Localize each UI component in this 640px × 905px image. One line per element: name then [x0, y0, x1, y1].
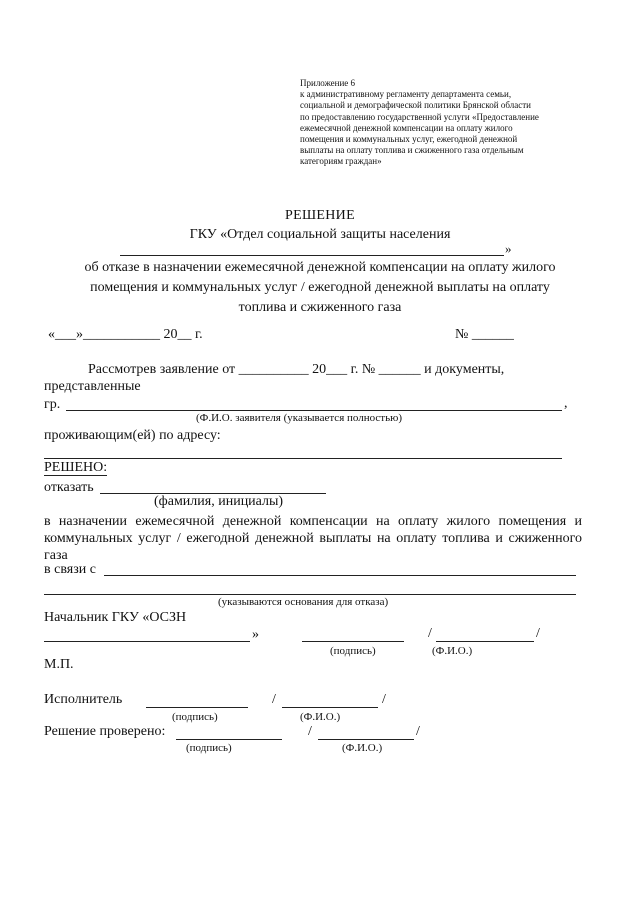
address-line [44, 458, 562, 459]
organization-blank-line [120, 245, 504, 256]
citizen-line-comma: , [564, 396, 568, 411]
appendix-line: выплаты на оплату топлива и сжиженного газа отдельным [300, 145, 524, 156]
subject-line: топлива и сжиженного газа [238, 300, 402, 315]
head-slash-right: / [536, 626, 540, 641]
subject-line: об отказе в назначении ежемесячной денежной компенсации на оплату жилого [84, 260, 556, 275]
head-signature-line [302, 641, 404, 642]
head-slash-left: / [428, 626, 432, 641]
head-org-line [44, 641, 250, 642]
checked-signature-line [176, 739, 282, 740]
address-label: проживающим(ей) по адресу: [44, 428, 221, 443]
executor-fio-caption: (Ф.И.О.) [300, 711, 341, 723]
head-title: Начальник ГКУ «ОСЗН [44, 610, 187, 625]
citizen-name-caption: (Ф.И.О. заявителя (указывается полностью) [196, 412, 402, 424]
appendix-line: категориям граждан» [300, 156, 382, 167]
reason-caption: (указываются основания для отказа) [218, 596, 389, 608]
head-fio-caption: (Ф.И.О.) [432, 645, 473, 657]
stamp-place: М.П. [44, 657, 74, 672]
checked-slash-right: / [416, 724, 420, 739]
appendix-note [300, 78, 592, 168]
considered-line: Рассмотрев заявление от __________ 20___ г. № ______ и документы, [88, 362, 505, 377]
document-title: РЕШЕНИЕ [285, 208, 355, 223]
checked-label: Решение проверено: [44, 724, 166, 739]
appendix-line: помещения и коммунальных услуг, ежегодной денежной [300, 134, 518, 145]
checked-slash-left: / [308, 724, 312, 739]
checked-sign-caption: (подпись) [186, 742, 232, 754]
checked-fio-caption: (Ф.И.О.) [342, 742, 383, 754]
appendix-line: социальной и демографической политики Брянской области [300, 100, 531, 111]
appendix-line: Приложение 6 [300, 78, 356, 88]
executor-label: Исполнитель [44, 692, 123, 707]
organization-name: ГКУ «Отдел социальной защиты населения [189, 227, 451, 242]
decision-date: «___»___________ 20__ г. [48, 327, 203, 342]
appendix-line: по предоставлению государственной услуги «Предоставление [300, 111, 539, 122]
subject-line: помещения и коммунальных услуг / ежегодной денежной выплаты на оплату [90, 280, 550, 295]
organization-closing-quote: » [505, 241, 512, 256]
presented-label: представленные [44, 379, 141, 394]
assignment-paragraph: в назначении ежемесячной денежной компенсации на оплату жилого помещения и коммунальных услуг / ежегодной денежной выплаты на оплату топлива и сжиженного газа [44, 514, 582, 563]
executor-slash-right: / [382, 692, 386, 707]
citizen-name-line [66, 410, 562, 411]
surname-caption: (фамилия, инициалы) [154, 494, 284, 509]
decision-number: № ______ [455, 327, 514, 342]
reason-line-2 [44, 594, 576, 595]
due-to-label: в связи с [44, 562, 96, 577]
executor-sign-caption: (подпись) [172, 711, 218, 723]
executor-fio-line [282, 707, 378, 708]
decided-heading: РЕШЕНО: [44, 460, 108, 475]
reason-line [104, 575, 576, 576]
checked-fio-line [318, 739, 414, 740]
head-sign-caption: (подпись) [330, 645, 376, 657]
appendix-line: ежемесячной денежной компенсации на оплату жилого [300, 122, 513, 133]
executor-slash-left: / [272, 692, 276, 707]
document-subject [40, 258, 600, 318]
appendix-line: к административному регламенту департамента семьи, [300, 89, 512, 100]
head-closing-quote: » [252, 627, 259, 642]
head-fio-line [436, 641, 534, 642]
executor-signature-line [146, 707, 248, 708]
citizen-prefix: гр. [44, 397, 61, 412]
refuse-label: отказать [44, 480, 94, 495]
